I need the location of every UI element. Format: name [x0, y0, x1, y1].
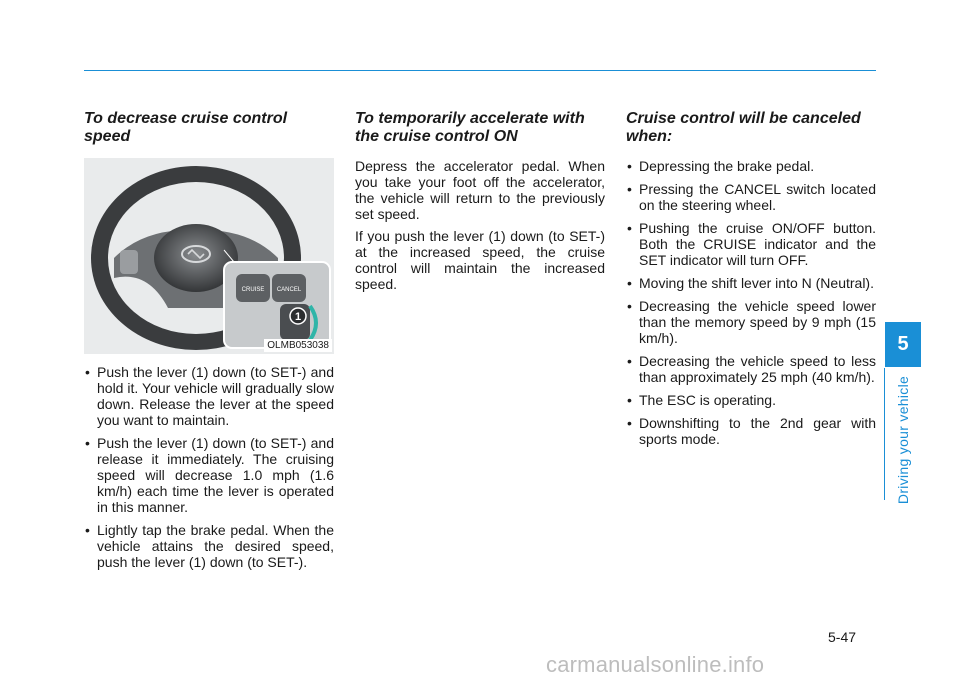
list-item: • Depressing the brake pedal.: [626, 158, 876, 174]
chapter-tab: 5: [885, 322, 921, 367]
cancel-conditions-list: [626, 158, 876, 447]
list-item: • Moving the shift lever into N (Neutral).: [626, 275, 876, 291]
side-rule: [884, 368, 885, 500]
list-item: • Push the lever (1) down (to SET-) and hold it. Your vehicle will gradually slow down. Release the lever at the speed you want to maintain.: [84, 364, 334, 428]
cruise-switch-inset: [224, 262, 330, 348]
heading-cancel-conditions: Cruise control will be canceled when:: [626, 110, 861, 145]
svg-text:1: 1: [294, 311, 302, 323]
list-item: • Pressing the CANCEL switch located on the steering wheel.: [626, 181, 876, 213]
list-item: • Push the lever (1) down (to SET-) and release it immediately. The cruising speed will decrease 1.0 mph (1.6 km/h) each time the lever is operated in this manner.: [84, 435, 334, 515]
paragraph: Depress the accelerator pedal. When you take your foot off the accelerator, the vehicle will return to the previously set speed.: [355, 158, 605, 222]
list-item: • Downshifting to the 2nd gear with sports mode.: [626, 415, 876, 447]
page-number: 5-47: [828, 629, 857, 645]
steering-wheel-illustration: [84, 158, 334, 354]
column-decrease-speed: [84, 110, 334, 577]
decrease-speed-list: [84, 364, 334, 570]
chapter-title-text: Driving your vehicle: [895, 375, 911, 505]
list-item: • Lightly tap the brake pedal. When the vehicle attains the desired speed, push the lever (1) down (to SET-).: [84, 522, 334, 570]
heading-temporary-accelerate: To temporarily accelerate with the cruise control ON: [355, 110, 585, 145]
list-item: • Pushing the cruise ON/OFF button. Both the CRUISE indicator and the SET indicator will turn OFF.: [626, 220, 876, 268]
figure-caption: OLMB053038: [264, 339, 332, 352]
steering-wheel-figure: [84, 158, 334, 354]
svg-text:CRUISE: CRUISE: [241, 287, 265, 293]
svg-text:CANCEL: CANCEL: [276, 287, 302, 293]
list-item: • Decreasing the vehicle speed to less than approximately 25 mph (40 km/h).: [626, 353, 876, 385]
heading-decrease-speed: To decrease cruise control speed: [84, 110, 288, 145]
list-item: • The ESC is operating.: [626, 392, 876, 408]
header-rule: [84, 70, 876, 71]
column-cancel-conditions: [626, 110, 876, 454]
watermark: carmanualsonline.info: [546, 652, 765, 677]
paragraph: If you push the lever (1) down (to SET-) at the increased speed, the cruise control will maintain the increased speed.: [355, 228, 605, 292]
column-temporary-accelerate: [355, 110, 605, 298]
list-item: • Decreasing the vehicle speed lower than the memory speed by 9 mph (15 km/h).: [626, 298, 876, 346]
